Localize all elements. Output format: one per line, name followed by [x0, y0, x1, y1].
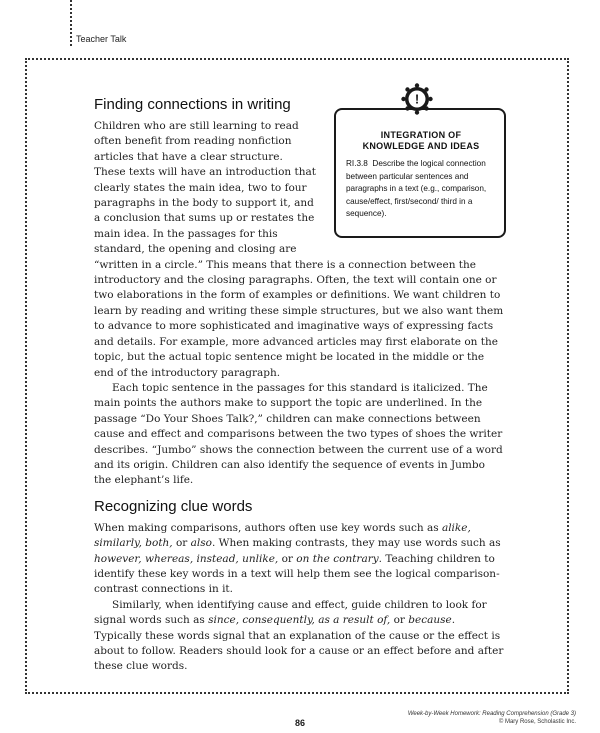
- standard-title: [346, 130, 496, 152]
- section1-heading: Finding connections in writing: [94, 96, 291, 113]
- header-dotted-rule: [70, 0, 72, 46]
- clue-words: also: [190, 537, 212, 550]
- section2-paragraph-2: [94, 598, 504, 675]
- standard-code: RI.3.8: [346, 159, 368, 168]
- text-run: or: [278, 552, 297, 565]
- text-run: or: [172, 537, 191, 550]
- copyright: © Mary Rose, Scholastic Inc.: [498, 719, 576, 725]
- section2: [94, 497, 504, 675]
- clue-words: however, whereas, instead, unlike,: [94, 552, 279, 565]
- text-run: . Teaching children to identify these key words in a text will help them see the logical comparison-contrast connections in it.: [94, 552, 500, 596]
- standard-description: [346, 158, 496, 221]
- text-run: . Typically these words signal that an explanation of the cause or the effect is about to follow. Readers should look for a cause or an effect before and after these clue words.: [94, 614, 504, 673]
- standard-title-line: KNOWLEDGE AND IDEAS: [362, 141, 480, 151]
- standard-title-line: INTEGRATION OF: [380, 130, 462, 140]
- text-run: When making comparisons, authors often use key words such as: [94, 521, 442, 534]
- clue-words: because: [408, 614, 452, 627]
- badge-glyph: !: [414, 91, 420, 107]
- clue-words: on the contrary: [296, 552, 379, 565]
- standard-callout: [334, 108, 506, 238]
- exclamation-badge-icon: [400, 82, 434, 116]
- section1-paragraph-1: Children who are still learning to read often benefit from reading nonfiction articles that have a clear structure. These texts will have an introduction that clearly states the main idea, two to four paragraphs in the body to support it, and a conclusion that sums up or restates the main idea. In the passages for this standard, the opening and closing are “written in a circle.” This means that there is a connection between the introductory and the closing paragraphs. Often, the text will contain one or two elaborations in the form of examples or definitions. We want children to learn by reading and writing these simple structures, but we also want them to advance to more sophisticated and imaginative ways of expressing facts and details. For example, more advanced articles may first elaborate on the topic, but the actual topic sentence might be located in the middle or the end of the introductory paragraph.: [94, 120, 504, 379]
- text-run: or: [390, 614, 409, 627]
- standard-text: Describe the logical connection between particular sentences and paragraphs in a text (e.g., comparison, cause/effect, first/second/ third in a sequence).: [346, 159, 487, 218]
- section1-paragraph-2: Each topic sentence in the passages for this standard is italicized. The main points the authors make to support the topic are underlined. In the passage “Do Your Shoes Talk?,” children can make connections between cause and effect and comparisons between the two types of shoes the writer describes. “Jumbo” shows the connection between the current use of a word and its origin. Children can also identify the sequence of events in Jumbo the elephant’s life.: [94, 381, 503, 487]
- clue-words: since, consequently, as a result of,: [208, 614, 391, 627]
- text-run: . When making contrasts, they may use words such as: [212, 537, 501, 550]
- text-run: Similarly, when identifying cause and effect, guide children to look for signal words such as: [94, 598, 487, 627]
- section2-heading: Recognizing clue words: [94, 497, 253, 515]
- section-label: Teacher Talk: [76, 34, 127, 44]
- clue-words: alike, similarly, both,: [94, 521, 471, 550]
- section2-paragraph-1: [94, 521, 504, 598]
- page-number: 86: [294, 718, 305, 728]
- footer-credit: [408, 710, 576, 726]
- book-title: Week-by-Week Homework: Reading Comprehension (Grade 3): [407, 711, 576, 717]
